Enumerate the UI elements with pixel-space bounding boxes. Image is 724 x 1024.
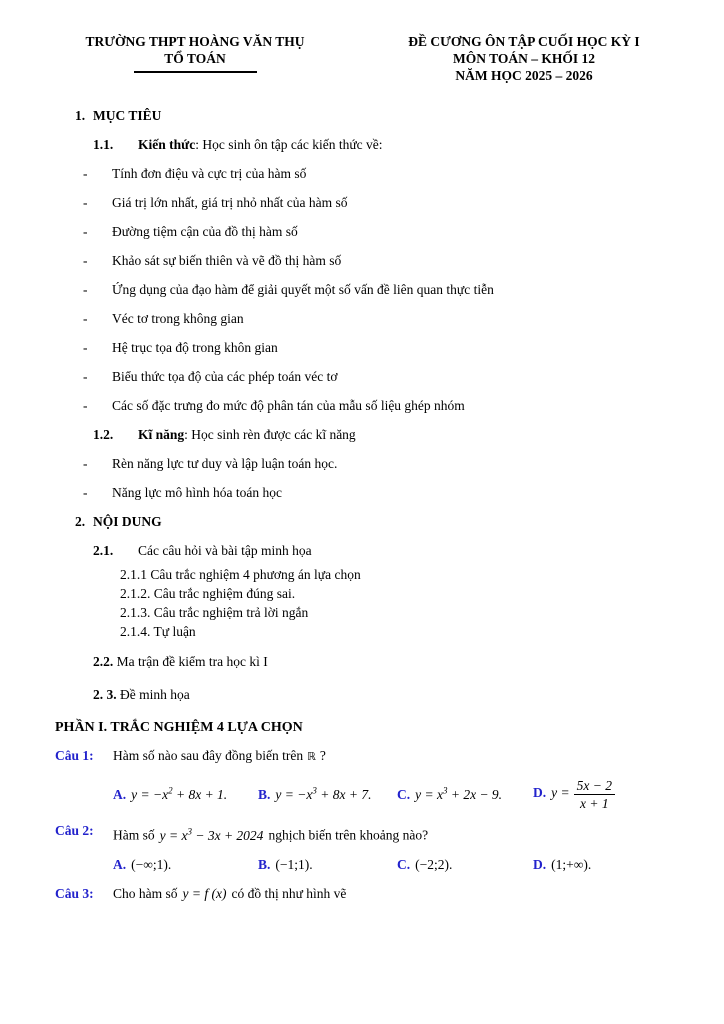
option-letter: B. bbox=[258, 856, 271, 872]
option-c bbox=[397, 785, 533, 803]
section-2-1-heading bbox=[55, 536, 664, 565]
real-numbers-symbol: ℝ bbox=[307, 751, 316, 763]
section-2-2-heading bbox=[55, 647, 664, 676]
list-item-text: Các số đặc trưng đo mức độ phân tán của mẫu số liệu ghép nhóm bbox=[112, 398, 465, 413]
option-letter: C. bbox=[397, 786, 411, 802]
knowledge-item bbox=[55, 391, 664, 420]
option-formula: $y = -x^2 + 8x + 1$. bbox=[131, 785, 228, 802]
option-value: (−1;1). bbox=[275, 856, 313, 872]
question-2 bbox=[55, 817, 664, 850]
document-body bbox=[55, 101, 664, 908]
section-text: Đề minh họa bbox=[120, 687, 190, 702]
section-title: MỤC TIÊU bbox=[93, 108, 162, 123]
option-a bbox=[113, 785, 258, 803]
bullet-dash: - bbox=[83, 253, 88, 268]
option-value: (−∞;1). bbox=[131, 856, 172, 872]
option-d bbox=[533, 777, 664, 812]
option-b bbox=[258, 785, 397, 803]
section-number: 2.1. bbox=[93, 543, 114, 558]
option-value: (−2;2). bbox=[415, 856, 453, 872]
school-block bbox=[55, 33, 335, 84]
list-item-text: Rèn năng lực tư duy và lập luận toán học. bbox=[112, 456, 338, 471]
section-title: NỘI DUNG bbox=[93, 514, 162, 529]
list-item-text: Khảo sát sự biến thiên và vẽ đồ thị hàm số bbox=[112, 253, 342, 268]
list-item-text: Giá trị lớn nhất, giá trị nhỏ nhất của hàm số bbox=[112, 195, 348, 210]
bullet-dash: - bbox=[83, 398, 88, 413]
section-1-heading bbox=[55, 101, 664, 130]
knowledge-item bbox=[55, 246, 664, 275]
question-1-options bbox=[55, 771, 664, 817]
option-a bbox=[113, 857, 258, 873]
knowledge-item bbox=[55, 333, 664, 362]
section-number: 1. bbox=[75, 108, 86, 123]
question-2-options bbox=[55, 850, 664, 880]
option-letter: C. bbox=[397, 856, 411, 872]
subsection-item: 2.1.3. Câu trắc nghiệm trả lời ngắn bbox=[120, 605, 309, 620]
bullet-dash: - bbox=[83, 340, 88, 355]
skill-item bbox=[55, 478, 664, 507]
list-item-text: Tính đơn điệu và cực trị của hàm số bbox=[112, 166, 307, 181]
subsection-item: 2.1.2. Câu trắc nghiệm đúng sai. bbox=[120, 586, 296, 601]
option-formula: $y = x^3 + 2x - 9$. bbox=[415, 785, 503, 802]
question-label: Câu 3: bbox=[55, 885, 94, 901]
school-name: TRƯỜNG THPT HOÀNG VĂN THỤ bbox=[85, 34, 305, 49]
bullet-dash: - bbox=[83, 456, 88, 471]
option-d bbox=[533, 857, 664, 873]
question-prompt: Cho hàm số bbox=[113, 885, 178, 901]
section-number: 2.2. bbox=[93, 654, 114, 669]
bullet-dash: - bbox=[83, 166, 88, 181]
section-text: : Học sinh ôn tập các kiến thức về: bbox=[195, 137, 383, 152]
bullet-dash: - bbox=[83, 224, 88, 239]
section-text: Ma trận đề kiểm tra học kì I bbox=[116, 654, 268, 669]
title-block bbox=[384, 33, 664, 84]
bullet-dash: - bbox=[83, 195, 88, 210]
knowledge-item bbox=[55, 217, 664, 246]
bullet-dash: - bbox=[83, 485, 88, 500]
list-item-text: Năng lực mô hình hóa toán học bbox=[112, 485, 283, 500]
section-number: 1.1. bbox=[93, 137, 114, 152]
question-label: Câu 2: bbox=[55, 823, 94, 838]
section-2-3-heading bbox=[55, 680, 664, 709]
option-letter: B. bbox=[258, 786, 271, 802]
document-header bbox=[55, 33, 664, 84]
question-1 bbox=[55, 742, 664, 771]
list-item-text: Đường tiệm cận của đồ thị hàm số bbox=[112, 224, 298, 239]
option-letter: A. bbox=[113, 856, 127, 872]
section-text: Các câu hỏi và bài tập minh họa bbox=[138, 543, 312, 558]
question-label: Câu 1: bbox=[55, 748, 94, 763]
knowledge-item bbox=[55, 362, 664, 391]
list-item-text: Ứng dụng của đạo hàm để giải quyết một số vấn đề liên quan thực tiễn bbox=[112, 282, 494, 297]
subsection-item: 2.1.4. Tự luận bbox=[120, 624, 196, 639]
question-prompt: Hàm số bbox=[113, 827, 155, 843]
bullet-dash: - bbox=[83, 369, 88, 384]
option-letter: D. bbox=[533, 856, 547, 872]
doc-year: NĂM HỌC 2025 – 2026 bbox=[455, 68, 593, 83]
question-prompt-end: có đồ thị như hình vẽ bbox=[231, 885, 347, 901]
list-item-text: Biểu thức tọa độ của các phép toán véc tơ bbox=[112, 369, 338, 384]
option-letter: A. bbox=[113, 786, 127, 802]
bullet-dash: - bbox=[83, 282, 88, 297]
doc-subject: MÔN TOÁN – KHỐI 12 bbox=[452, 51, 595, 66]
question-text bbox=[113, 817, 664, 850]
doc-title: ĐỀ CƯƠNG ÔN TẬP CUỐI HỌC KỲ I bbox=[408, 34, 640, 49]
knowledge-item bbox=[55, 304, 664, 333]
section-1-2-heading bbox=[55, 420, 664, 449]
section-number: 2. 3. bbox=[93, 687, 117, 702]
department-name: TỔ TOÁN bbox=[164, 51, 226, 66]
question-3 bbox=[55, 880, 664, 908]
section-text: : Học sinh rèn được các kĩ năng bbox=[184, 427, 356, 442]
knowledge-item bbox=[55, 188, 664, 217]
skill-item bbox=[55, 449, 664, 478]
fraction: $\frac{5x - 2}{x + 1}$ bbox=[574, 777, 615, 812]
part-1-title: PHẦN I. TRẮC NGHIỆM 4 LỰA CHỌN bbox=[55, 720, 303, 735]
inline-formula: $y = x^3 - 3x + 2024$ bbox=[159, 826, 264, 843]
knowledge-item bbox=[55, 159, 664, 188]
section-number: 2. bbox=[75, 514, 86, 529]
section-label: Kĩ năng bbox=[138, 427, 185, 442]
question-prompt-end: nghịch biến trên khoảng nào? bbox=[268, 827, 429, 843]
question-text bbox=[113, 742, 664, 771]
section-1-1-heading bbox=[55, 130, 664, 159]
knowledge-item bbox=[55, 275, 664, 304]
bullet-dash: - bbox=[83, 311, 88, 326]
option-formula: $y = -x^3 + 8x + 7$. bbox=[275, 785, 372, 802]
section-number: 1.2. bbox=[93, 427, 114, 442]
header-divider bbox=[134, 71, 257, 73]
option-letter: D. bbox=[533, 785, 547, 801]
inline-formula: y = f (x) bbox=[182, 885, 227, 901]
section-label: Kiến thức bbox=[138, 137, 196, 152]
option-formula: y = $\frac{5x - 2}{x + 1}$ bbox=[551, 785, 615, 800]
option-b bbox=[258, 857, 397, 873]
section-2-heading bbox=[55, 507, 664, 536]
list-item-text: Hệ trục tọa độ trong khôn gian bbox=[112, 340, 278, 355]
question-text bbox=[113, 880, 664, 908]
subsection-item: 2.1.1 Câu trắc nghiệm 4 phương án lựa chọn bbox=[120, 567, 361, 582]
question-prompt: Hàm số nào sau đây đồng biến trên bbox=[113, 748, 304, 763]
option-value: (1;+∞). bbox=[551, 856, 592, 872]
list-item-text: Véc tơ trong không gian bbox=[112, 311, 244, 326]
question-prompt-end: ? bbox=[319, 748, 326, 763]
option-c bbox=[397, 857, 533, 873]
